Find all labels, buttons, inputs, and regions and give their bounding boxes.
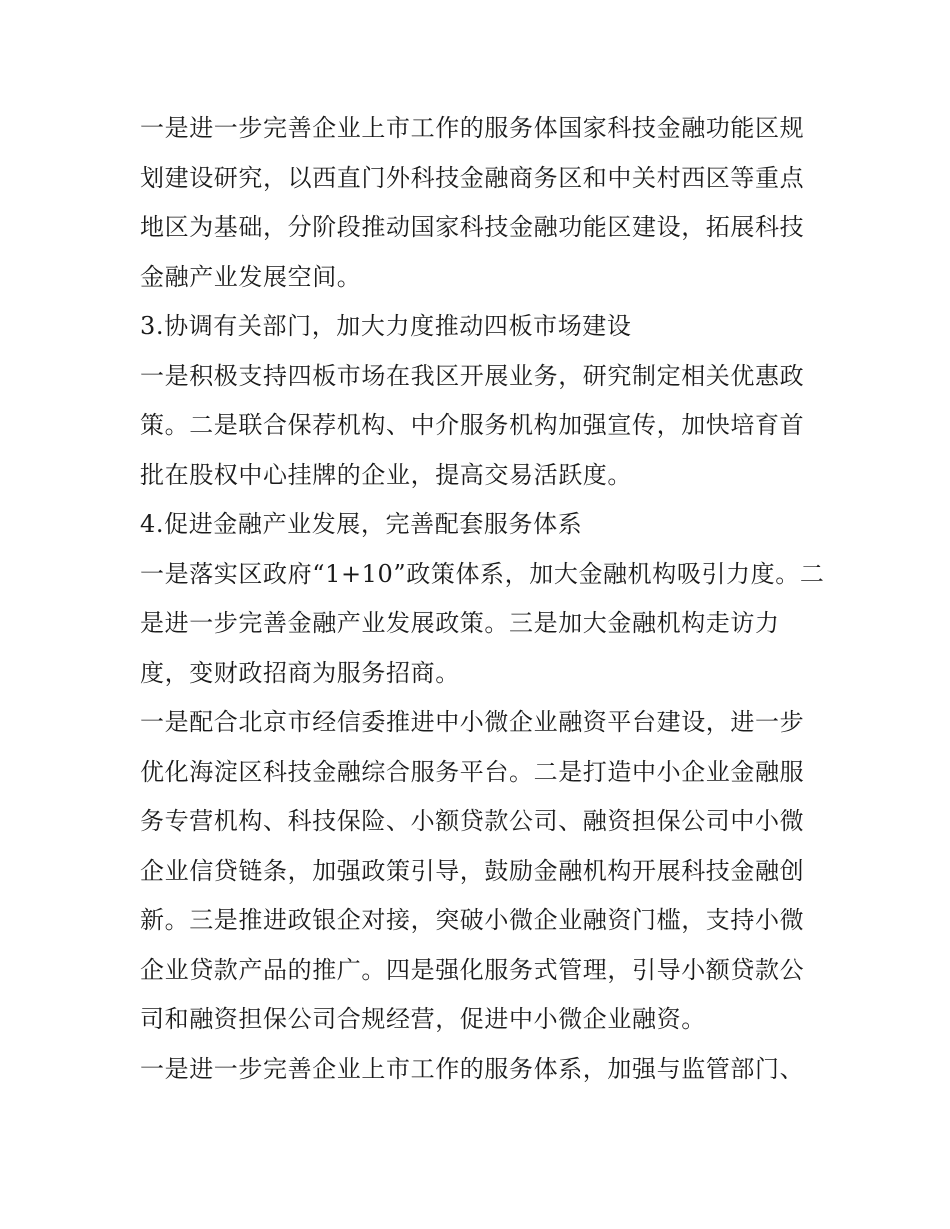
section-heading: 4.促进金融产业发展，完善配套服务体系 xyxy=(140,510,583,538)
paragraph-line: 一是进一步完善企业上市工作的服务体国家科技金融功能区规 xyxy=(140,114,805,142)
paragraph-line: 优化海淀区科技金融综合服务平台。二是打造中小企业金融服 xyxy=(140,757,805,786)
paragraph-line: 一是配合北京市经信委推进中小微企业融资平台建设，进一步 xyxy=(140,708,805,736)
paragraph-line: 划建设研究，以西直门外科技金融商务区和中关村西区等重点 xyxy=(140,163,805,192)
paragraph-line: 新。三是推进政银企对接，突破小微企业融资门槛，支持小微 xyxy=(140,906,805,934)
section-heading: 3.协调有关部门，加大力度推动四板市场建设 xyxy=(140,312,632,340)
paragraph-line: 一是进一步完善企业上市工作的服务体系，加强与监管部门、 xyxy=(140,1054,805,1083)
paragraph-line: 一是落实区政府“1+10”政策体系，加大金融机构吸引力度。二 xyxy=(140,559,825,588)
paragraph-line: 务专营机构、科技保险、小额贷款公司、融资担保公司中小微 xyxy=(140,807,805,835)
paragraph-line: 企业信贷链条，加强政策引导，鼓励金融机构开展科技金融创 xyxy=(140,856,805,885)
paragraph-line: 批在股权中心挂牌的企业，提高交易活跃度。 xyxy=(140,460,632,489)
paragraph-line: 司和融资担保公司合规经营，促进中小微企业融资。 xyxy=(140,1005,706,1033)
paragraph-line: 企业贷款产品的推广。四是强化服务式管理，引导小额贷款公 xyxy=(140,955,805,984)
paragraph-line: 度，变财政招商为服务招商。 xyxy=(140,658,460,687)
paragraph-line: 策。二是联合保荐机构、中介服务机构加强宣传，加快培育首 xyxy=(140,411,805,439)
paragraph-line: 一是积极支持四板市场在我区开展业务，研究制定相关优惠政 xyxy=(140,361,805,390)
paragraph-line: 金融产业发展空间。 xyxy=(140,262,362,291)
paragraph-line: 是进一步完善金融产业发展政策。三是加大金融机构走访力 xyxy=(140,609,780,637)
paragraph-line: 地区为基础，分阶段推动国家科技金融功能区建设，拓展科技 xyxy=(140,213,805,241)
document-page xyxy=(140,104,825,1094)
